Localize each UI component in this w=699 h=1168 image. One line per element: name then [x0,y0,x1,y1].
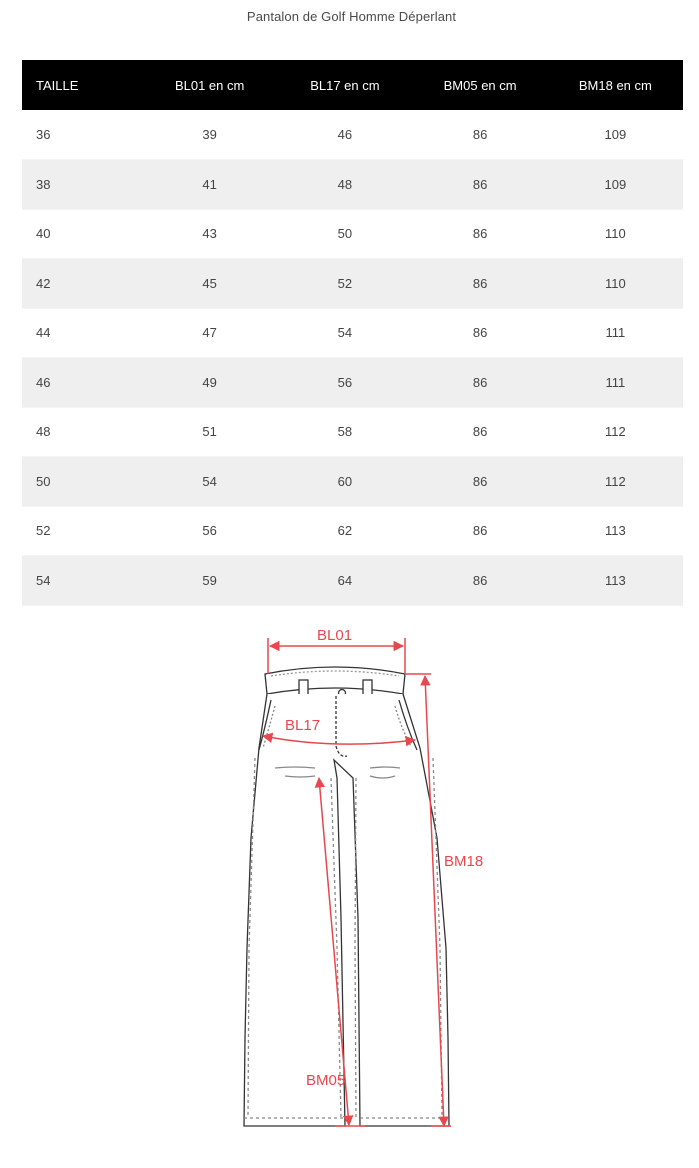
size-cell: 42 [22,259,142,309]
measurement-cell: 86 [413,308,548,358]
size-cell: 46 [22,358,142,408]
size-cell: 38 [22,160,142,210]
table-row [22,556,683,606]
measurement-cell: 112 [548,407,683,457]
size-cell: 40 [22,209,142,259]
measurement-cell: 109 [548,160,683,210]
measurement-cell: 110 [548,259,683,309]
label-bl17: BL17 [285,717,321,734]
measurement-cell: 86 [413,209,548,259]
size-cell: 48 [22,407,142,457]
measurement-cell: 43 [142,209,277,259]
size-table [22,60,683,606]
table-row [22,407,683,457]
size-cell: 54 [22,556,142,606]
measurement-cell: 86 [413,407,548,457]
size-cell: 44 [22,308,142,358]
measurement-cell: 48 [277,160,412,210]
measurement-cell: 39 [142,110,277,160]
measurement-cell: 52 [277,259,412,309]
table-row [22,506,683,556]
column-header-size: TAILLE [36,77,79,93]
measurement-cell: 54 [277,308,412,358]
measurement-cell: 54 [142,457,277,507]
measurement-cell: 64 [277,556,412,606]
measurement-cell: 109 [548,110,683,160]
page-title: Pantalon de Golf Homme Déperlant [246,9,457,24]
label-bl01: BL01 [317,627,353,644]
measurement-cell: 111 [548,308,683,358]
measurement-cell: 51 [142,407,277,457]
column-header-bm18: BM18 en cm [578,77,652,93]
measurement-cell: 86 [413,160,548,210]
measurement-cell: 50 [277,209,412,259]
measurement-cell: 86 [413,506,548,556]
measurement-cell: 56 [142,506,277,556]
table-row [22,110,683,160]
measurement-cell: 60 [277,457,412,507]
measurement-cell: 47 [142,308,277,358]
measurement-cell: 112 [548,457,683,507]
measurement-cell: 56 [277,358,412,408]
measurement-cell: 49 [142,358,277,408]
label-bm18: BM18 [444,853,484,870]
table-header-row [22,60,683,110]
label-bm05: BM05 [306,1072,346,1089]
size-cell: 36 [22,110,142,160]
measurement-cell: 45 [142,259,277,309]
measurement-cell: 110 [548,209,683,259]
measurement-cell: 86 [413,358,548,408]
measurement-cell: 86 [413,259,548,309]
measurement-cell: 113 [548,556,683,606]
pants-drawing [244,667,449,1126]
size-cell: 50 [22,457,142,507]
measurement-cell: 46 [277,110,412,160]
measurement-cell: 58 [277,407,412,457]
measurement-cell: 41 [142,160,277,210]
measurement-cell: 59 [142,556,277,606]
measurement-cell: 86 [413,110,548,160]
table-row [22,209,683,259]
table-row [22,308,683,358]
measurement-cell: 113 [548,506,683,556]
column-header-bl01: BL01 en cm [174,77,245,93]
measurement-cell: 62 [277,506,412,556]
measurement-cell: 86 [413,457,548,507]
pants-measurement-diagram [235,618,485,1140]
table-row [22,259,683,309]
column-header-bm05: BM05 en cm [443,77,517,93]
table-row [22,160,683,210]
table-row [22,358,683,408]
column-header-bl17: BL17 en cm [310,77,380,93]
measurement-cell: 86 [413,556,548,606]
measurement-cell: 111 [548,358,683,408]
size-cell: 52 [22,506,142,556]
table-row [22,457,683,507]
